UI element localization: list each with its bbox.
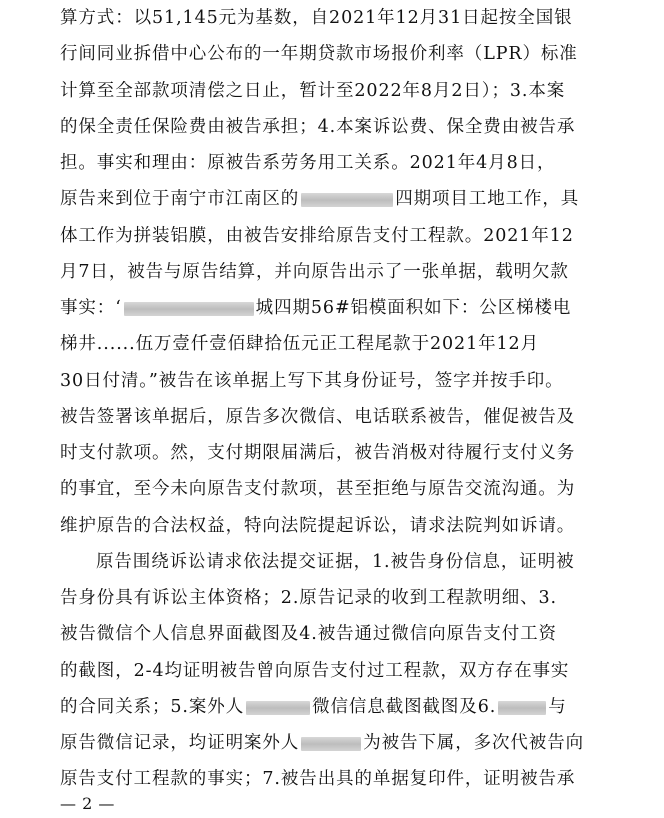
text-line: 30日付清。”被告在该单据上写下其身份证号，签字并按手印。 (60, 371, 564, 391)
redaction-mark (301, 193, 393, 207)
redaction-mark (124, 302, 254, 316)
text-line: 告身份具有诉讼主体资格；2.原告记录的收到工程款明细、3. (60, 588, 557, 608)
text-line: 计算至全部款项清偿之日止，暂计至2022年8月2日）；3.本案 (60, 81, 566, 101)
text-line: 原告支付工程款的事实；7.被告出具的单据复印件，证明被告承 (60, 769, 576, 789)
text-line: 的合同关系；5.案外人 微信信息截图截图及6. 与 (60, 697, 567, 717)
redaction-mark (246, 701, 310, 715)
redaction-mark (498, 701, 546, 715)
text-line: 的事宜，至今未向原告支付款项，甚至拒绝与原告交流沟通。为 (60, 479, 576, 499)
paragraph-first-line: 原告围绕诉讼请求依法提交证据，1.被告身份信息，证明被 (96, 552, 575, 572)
text-line: 月7日，被告与原告结算，并向原告出示了一张单据，载明欠款 (60, 262, 569, 282)
text-line: 梯井......伍万壹仟壹佰肆拾伍元正工程尾款于2021年12月 (60, 334, 539, 354)
text-line: 的截图，2-4均证明被告曾向原告支付过工程款，双方存在事实 (60, 661, 570, 681)
text-line: 原告来到位于南宁市江南区的 四期项目工地工作，具 (60, 189, 580, 209)
text-line: 被告签署该单据后，原告多次微信、电话联系被告，催促被告及 (60, 407, 576, 427)
page-number: — 2 — (60, 794, 115, 813)
text-line: 时支付款项。然，支付期限届满后，被告消极对待履行支付义务 (60, 443, 576, 463)
text-line: 被告微信个人信息界面截图及4.被告通过微信向原告支付工资 (60, 624, 557, 644)
text-line: 担。事实和理由：原被告系劳务用工关系。2021年4月8日， (60, 153, 556, 173)
text-line: 原告微信记录，均证明案外人 为被告下属，多次代被告向 (60, 733, 585, 753)
text-line: 事实：‘ 城四期56#铝模面积如下：公区梯楼电 (60, 298, 572, 318)
text-line: 维护原告的合法权益，特向法院提起诉讼，请求法院判如诉请。 (60, 516, 576, 536)
redaction-mark (301, 737, 361, 751)
text-line: 体工作为拼装铝膜，由被告安排给原告支付工程款。2021年12 (60, 226, 574, 246)
text-line: 算方式：以51,145元为基数，自2021年12月31日起按全国银 (60, 8, 573, 28)
text-line: 的保全责任保险费由被告承担；4.本案诉讼费、保全费由被告承 (60, 117, 576, 137)
text-line: 行间同业拆借中心公布的一年期贷款市场报价利率（LPR）标准 (60, 44, 578, 64)
